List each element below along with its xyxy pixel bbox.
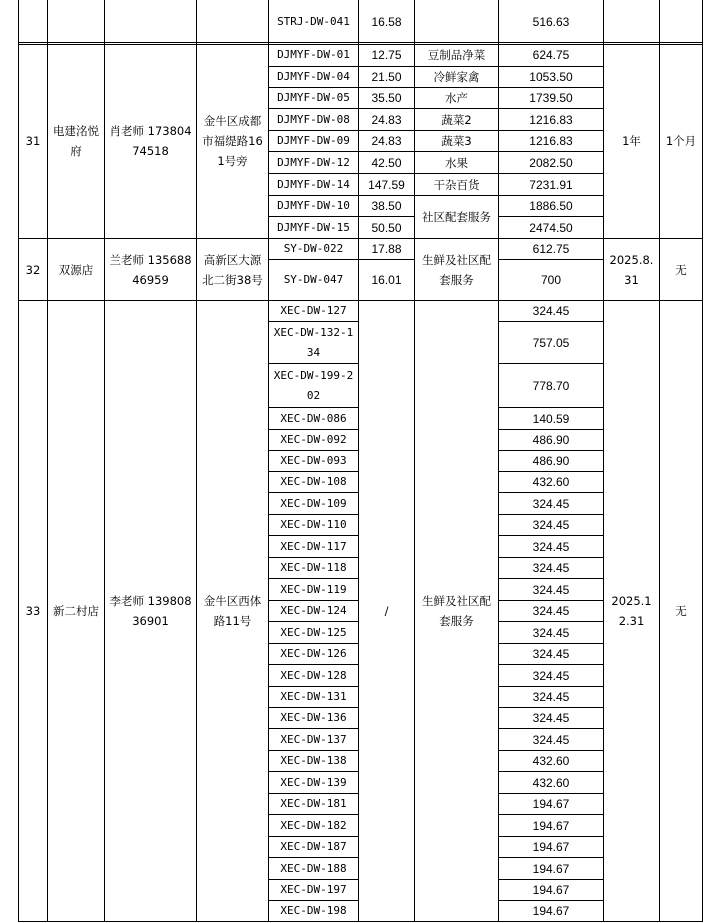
unit-code: STRJ-DW-041 xyxy=(277,15,350,28)
address: 高新区大源北二街38号 xyxy=(202,252,263,287)
unit-area: 17.88 xyxy=(371,242,402,256)
unit-area: 21.50 xyxy=(371,70,402,84)
unit-use: 蔬菜2 xyxy=(441,112,472,127)
unit-area: 38.50 xyxy=(371,199,402,213)
unit-rent: 486.90 xyxy=(532,433,570,447)
unit-code: XEC-DW-124 xyxy=(280,604,347,617)
contact: 兰老师 13568846959 xyxy=(109,252,192,287)
unit-code: XEC-DW-138 xyxy=(280,754,347,767)
unit-code: XEC-DW-188 xyxy=(280,861,347,875)
unit-rent: 324.45 xyxy=(532,732,570,747)
unit-code: XEC-DW-131 xyxy=(280,690,347,703)
unit-rent: 324.45 xyxy=(532,625,570,640)
store-name: 电建洺悦府 xyxy=(53,124,99,158)
unit-code: XEC-DW-127 xyxy=(280,304,347,317)
unit-code: XEC-DW-139 xyxy=(280,775,347,789)
unit-code: XEC-DW-181 xyxy=(280,797,347,810)
unit-code: DJMYF-DW-05 xyxy=(277,91,350,104)
unit-rent: 2082.50 xyxy=(529,155,573,170)
row-number: 33 xyxy=(25,604,41,618)
unit-rent: 1739.50 xyxy=(529,91,573,105)
unit-use: 水产 xyxy=(445,91,468,105)
unit-code: XEC-DW-117 xyxy=(280,539,347,553)
unit-area: 50.50 xyxy=(371,220,402,235)
unit-area: 16.58 xyxy=(371,15,402,29)
unit-area: 16.01 xyxy=(371,273,402,287)
unit-area: / xyxy=(384,604,389,618)
unit-area: 147.59 xyxy=(368,177,405,192)
unit-rent: 324.45 xyxy=(532,711,570,725)
unit-rent: 194.67 xyxy=(532,904,570,918)
unit-area: 42.50 xyxy=(371,155,402,170)
unit-rent: 194.67 xyxy=(532,861,570,876)
unit-rent: 624.75 xyxy=(532,48,570,62)
unit-code: XEC-DW-118 xyxy=(280,561,347,574)
unit-rent: 1886.50 xyxy=(529,199,573,213)
unit-rent: 324.45 xyxy=(532,539,570,554)
row-number: 32 xyxy=(25,262,41,277)
unit-code: XEC-DW-197 xyxy=(280,883,347,896)
unit-use: 蔬菜3 xyxy=(441,134,472,148)
unit-code: XEC-DW-092 xyxy=(280,433,347,446)
contact: 肖老师 17380474518 xyxy=(109,124,192,158)
store-name: 双源店 xyxy=(58,262,94,277)
store-name: 新二村店 xyxy=(53,604,99,618)
unit-rent: 324.45 xyxy=(532,304,570,318)
unit-use: 生鲜及社区配套服务 xyxy=(422,252,491,287)
unit-use: 水果 xyxy=(445,155,468,170)
unit-rent: 324.45 xyxy=(532,582,570,597)
unit-rent: 324.45 xyxy=(532,604,570,618)
rent-free-period: 无 xyxy=(675,262,687,277)
unit-code: XEC-DW-119 xyxy=(280,582,347,596)
unit-rent: 324.45 xyxy=(532,518,570,532)
unit-rent: 2474.50 xyxy=(529,220,573,235)
unit-rent: 612.75 xyxy=(532,242,570,256)
lease-term: 2025.8.31 xyxy=(609,252,654,287)
row-number: 31 xyxy=(25,134,41,148)
unit-code: XEC-DW-126 xyxy=(280,647,347,660)
unit-use: 冷鲜家禽 xyxy=(433,70,480,84)
unit-code: XEC-DW-199-202 xyxy=(273,368,354,402)
lease-term: 2025.12.31 xyxy=(611,594,652,628)
unit-code: DJMYF-DW-09 xyxy=(277,134,350,147)
unit-use: 社区配套服务 xyxy=(415,196,498,238)
unit-rent: 700 xyxy=(540,273,562,287)
unit-rent: 194.67 xyxy=(532,883,570,897)
unit-area: 12.75 xyxy=(371,48,402,62)
unit-code: DJMYF-DW-10 xyxy=(277,199,350,212)
address: 金牛区西体路11号 xyxy=(203,594,262,628)
unit-code: XEC-DW-086 xyxy=(280,411,347,425)
unit-rent: 324.45 xyxy=(532,690,570,704)
unit-code: XEC-DW-109 xyxy=(280,496,347,510)
unit-code: XEC-DW-187 xyxy=(280,840,347,853)
unit-rent: 516.63 xyxy=(532,15,570,29)
unit-rent: 432.60 xyxy=(532,775,570,790)
address: 金牛区成都市福缇路161号旁 xyxy=(202,114,263,168)
unit-rent: 324.45 xyxy=(532,668,570,683)
contact: 李老师 13980836901 xyxy=(109,594,192,628)
unit-code: DJMYF-DW-14 xyxy=(277,177,350,191)
unit-rent: 1216.83 xyxy=(529,112,573,127)
unit-code: DJMYF-DW-12 xyxy=(277,155,350,169)
unit-rent: 140.59 xyxy=(532,411,570,426)
unit-code: XEC-DW-132-134 xyxy=(273,325,354,359)
unit-rent: 486.90 xyxy=(532,454,570,468)
unit-rent: 194.67 xyxy=(532,797,570,811)
unit-use: 豆制品净菜 xyxy=(427,48,486,62)
unit-code: DJMYF-DW-15 xyxy=(277,220,350,234)
unit-rent: 432.60 xyxy=(532,754,570,768)
unit-area: 24.83 xyxy=(371,134,402,148)
unit-rent: 7231.91 xyxy=(529,177,573,192)
unit-rent: 194.67 xyxy=(532,840,570,854)
rent-free-period: 1个月 xyxy=(665,134,697,148)
unit-code: SY-DW-047 xyxy=(283,273,344,286)
unit-code: SY-DW-022 xyxy=(283,242,344,255)
unit-code: XEC-DW-128 xyxy=(280,668,347,682)
unit-code: XEC-DW-110 xyxy=(280,518,347,531)
unit-code: XEC-DW-108 xyxy=(280,475,347,488)
unit-rent: 757.05 xyxy=(532,335,570,350)
unit-code: XEC-DW-125 xyxy=(280,625,347,639)
unit-code: DJMYF-DW-01 xyxy=(277,48,350,61)
unit-code: XEC-DW-182 xyxy=(280,818,347,832)
unit-rent: 778.70 xyxy=(532,378,570,393)
unit-rent: 1216.83 xyxy=(529,134,573,148)
unit-rent: 194.67 xyxy=(532,818,570,833)
unit-area: 24.83 xyxy=(371,112,402,127)
unit-rent: 324.45 xyxy=(532,561,570,575)
unit-rent: 324.45 xyxy=(532,496,570,511)
lease-term: 1年 xyxy=(622,134,641,148)
unit-code: DJMYF-DW-08 xyxy=(277,112,350,126)
unit-use: 生鲜及社区配套服务 xyxy=(422,594,491,628)
unit-area: 35.50 xyxy=(371,91,402,105)
unit-rent: 1053.50 xyxy=(529,70,573,84)
unit-code: XEC-DW-093 xyxy=(280,454,347,467)
table-border xyxy=(18,921,703,922)
unit-rent: 324.45 xyxy=(532,647,570,661)
unit-code: XEC-DW-136 xyxy=(280,711,347,724)
table-border xyxy=(18,42,703,43)
rent-free-period: 无 xyxy=(675,604,687,618)
unit-code: XEC-DW-198 xyxy=(280,904,347,917)
table-border xyxy=(702,0,703,922)
unit-code: XEC-DW-137 xyxy=(280,732,347,746)
unit-rent: 432.60 xyxy=(532,475,570,489)
unit-code: DJMYF-DW-04 xyxy=(277,70,350,83)
unit-use: 干杂百货 xyxy=(433,177,480,192)
